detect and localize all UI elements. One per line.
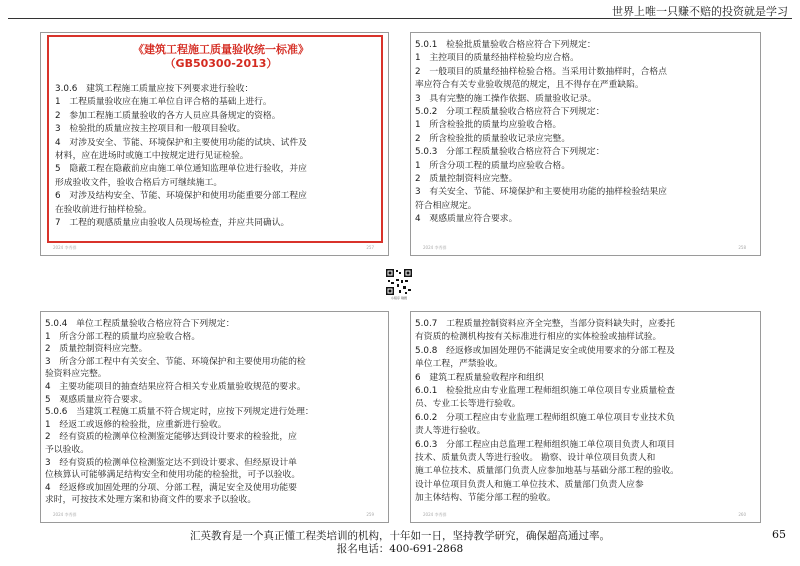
text-line: 5.0.8 经返修或加固处理仍不能满足安全或使用要求的分部工程及 — [415, 345, 675, 356]
text-line: 2 参加工程施工质量验收的各方人员应具备规定的资格。 — [55, 110, 281, 121]
slide-259 — [40, 311, 389, 523]
text-line: 求时，可按技术处理方案和协商文件的要求予以验收。 — [45, 495, 257, 506]
slide-260 — [410, 311, 761, 523]
text-line: 5 隐蔽工程在隐蔽前应由施工单位通知监理单位进行验收，并应 — [55, 164, 307, 175]
text-line: 3 检验批的质量应按主控项目和一般项目验收。 — [55, 124, 246, 135]
qr-code-icon[interactable] — [385, 268, 413, 296]
text-line: 3 具有完整的施工操作依据、质量验收记录。 — [415, 93, 597, 104]
slide-author: 2024 李秀群 — [53, 245, 77, 250]
text-line: 1 所含分部工程的质量均应验收合格。 — [45, 331, 201, 342]
text-line: 4 经返修或加固处理的分项、分部工程，满足安全及使用功能要 — [45, 482, 297, 493]
text-line: 5 观感质量应符合要求。 — [45, 394, 148, 405]
slide-number: 257 — [366, 245, 374, 250]
text-line: 6.0.2 分项工程应由专业监理工程师组织施工单位项目专业技术负 — [415, 412, 675, 423]
text-line: 5.0.6 当建筑工程施工质量不符合规定时，应按下列规定进行处理： — [45, 407, 314, 418]
text-line: 4 对涉及安全、节能、环境保护和主要使用功能的试块、试件及 — [55, 137, 307, 148]
slide-number: 260 — [738, 512, 746, 517]
text-line: 1 经返工或返修的检验批，应重新进行验收。 — [45, 419, 227, 430]
text-line: 3.0.6 建筑工程施工质量应按下列要求进行验收： — [55, 84, 254, 94]
slide-257 — [40, 32, 389, 256]
text-line: 5.0.7 工程质量控制资料应齐全完整，当部分资料缺失时，应委托 — [415, 319, 675, 329]
slide-author: 2024 李秀群 — [53, 512, 77, 517]
text-line: 2 质量控制资料应完整。 — [415, 174, 518, 185]
slide-number: 258 — [738, 245, 746, 250]
text-line: 员、专业工长等进行验收。 — [415, 399, 521, 410]
slide-text — [415, 39, 755, 227]
text-line: 验资料应完整。 — [45, 369, 107, 380]
page-number: 65 — [772, 528, 786, 541]
slide-258 — [410, 32, 761, 256]
text-line: 在验收前进行抽样检验。 — [55, 204, 152, 215]
text-line: 6 建筑工程质量验收程序和组织 — [415, 372, 544, 383]
doc-title — [71, 43, 371, 71]
text-line: 加主体结构、节能分部工程的验收。 — [415, 493, 556, 504]
text-line: 有资质的检测机构按有关标准进行相应的实体检验或抽样试验。 — [415, 332, 662, 343]
slide-text — [55, 83, 377, 230]
text-line: 责人等进行验收。 — [415, 426, 486, 437]
slide-text — [45, 318, 385, 507]
text-line: 5.0.4 单位工程质量验收合格应符合下列规定： — [45, 319, 235, 329]
text-line: 3 有关安全、节能、环境保护和主要使用功能的抽样检验结果应 — [415, 187, 667, 198]
text-line: 1 所含分项工程的质量均应验收合格。 — [415, 160, 571, 171]
text-line: 2 经有资质的检测单位检测鉴定能够达到设计要求的检验批，应 — [45, 432, 297, 443]
slide-author: 2024 李秀群 — [423, 512, 447, 517]
text-line: 单位工程，严禁验收。 — [415, 359, 503, 370]
text-line: 4 主要功能项目的抽查结果应符合相关专业质量验收规范的要求。 — [45, 381, 306, 392]
text-line: 材料，应在进场时或施工中按规定进行见证检验。 — [55, 151, 249, 162]
text-line: 6.0.1 检验批应由专业监理工程师组织施工单位项目专业质量检查 — [415, 386, 675, 397]
slide-author: 2024 李秀群 — [423, 245, 447, 250]
qr-caption: 小程序 刷题 — [391, 296, 407, 300]
text-line: 2 一般项目的质量经抽样检验合格。当采用计数抽样时，合格点 — [415, 66, 667, 77]
text-line: 2 所含检验批的质量验收记录应完整。 — [415, 133, 571, 144]
text-line: 6.0.3 分部工程应由总监理工程师组织施工单位项目负责人和项目 — [415, 439, 675, 450]
footer-phone: 报名电话：400-691-2868 — [336, 543, 464, 555]
text-line: 设计单位项目负责人和施工单位技术、质量部门负责人应参 — [415, 479, 644, 490]
doc-title-line2: （GB50300-2013） — [164, 57, 278, 70]
footer-slogan: 汇英教育是一个真正懂工程类培训的机构，十年如一日，坚持教学研究，确保超高通过率。 — [190, 530, 610, 542]
text-line: 5.0.1 检验批质量验收合格应符合下列规定： — [415, 40, 596, 50]
text-line: 7 工程的观感质量应由验收人员现场检查，并应共同确认。 — [55, 218, 290, 229]
text-line: 技术、质量负责人等进行验收。 勘察、设计单位项目负责人和 — [415, 453, 656, 464]
header-slogan: 世界上唯一只赚不赔的投资就是学习 — [612, 5, 788, 18]
doc-title-line1: 《建筑工程施工质量验收统一标准》 — [133, 43, 309, 56]
text-line: 1 所含检验批的质量均应验收合格。 — [415, 120, 562, 131]
page-footer — [0, 530, 800, 556]
text-line: 1 工程质量验收应在施工单位自评合格的基础上进行。 — [55, 97, 272, 108]
slide-text — [415, 318, 757, 506]
text-line: 4 观感质量应符合要求。 — [415, 214, 518, 225]
text-line: 形成验收文件，验收合格后方可继续施工。 — [55, 177, 223, 188]
text-line: 3 经有资质的检测单位检测鉴定达不到设计要求、但经原设计单 — [45, 457, 297, 468]
text-line: 施工单位技术、质量部门负责人应参加地基与基础分部工程的验收。 — [415, 466, 679, 477]
text-line: 予以验收。 — [45, 444, 89, 455]
text-line: 5.0.3 分部工程质量验收合格应符合下列规定： — [415, 147, 605, 158]
text-line: 率应符合有关专业验收规范的规定，且不得存在严重缺陷。 — [415, 80, 644, 91]
slide-number: 259 — [366, 512, 374, 517]
text-line: 5.0.2 分项工程质量验收合格应符合下列规定： — [415, 107, 605, 118]
text-line: 符合相应规定。 — [415, 200, 477, 211]
text-line: 3 所含分部工程中有关安全、节能、环境保护和主要使用功能的检 — [45, 356, 306, 367]
text-line: 6 对涉及结构安全、节能、环境保护和使用功能重要分部工程应 — [55, 191, 307, 202]
text-line: 1 主控项目的质量经抽样检验均应合格。 — [415, 53, 579, 64]
text-line: 2 质量控制资料应完整。 — [45, 344, 148, 355]
text-line: 位核算认可能够满足结构安全和使用功能的检验批，可予以验收。 — [45, 470, 301, 481]
